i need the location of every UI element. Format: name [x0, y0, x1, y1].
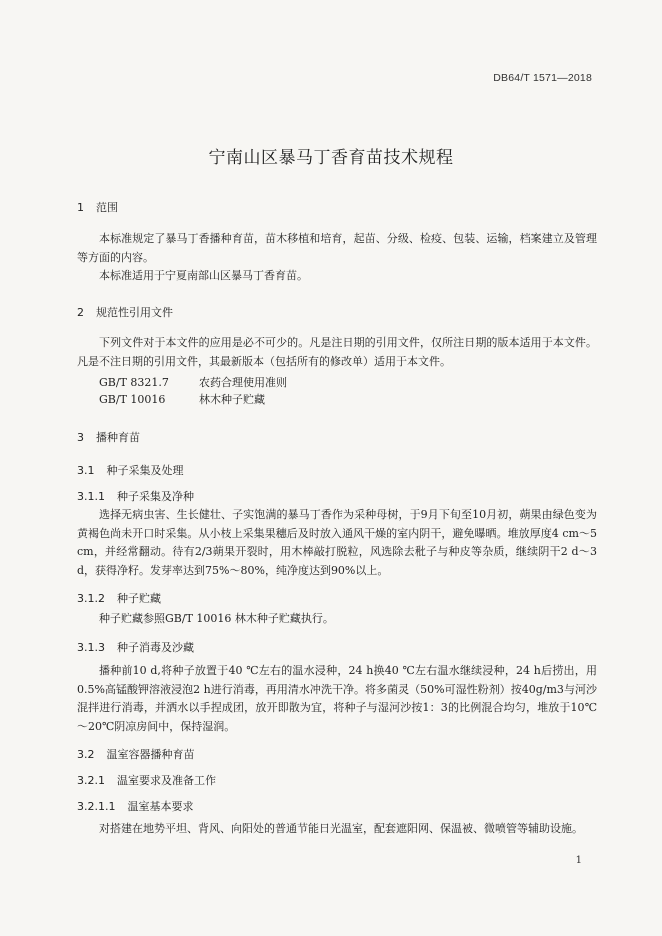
greenhouse-requirements-paragraph: 对搭建在地势平坦、背风、向阳处的普通节能日光温室，配套遮阳网、保温被、微喷管等辅助设施。 [99, 822, 583, 835]
section-heading-3-2-1-1 [77, 798, 193, 814]
seed-disinfection-paragraph: 播种前10 d,将种子放置于40 ℃左右的温水浸种，24 h换40 ℃左右温水继续浸种，24 h后捞出，用0.5%高锰酸钾溶液浸泡2 h进行消毒，再用清水冲洗干净。将多菌灵（50%可湿性粉剂）按40g/m3与河沙混拌进行消毒，并洒水以手捏成团，放开即散为宜，将种子与湿河沙按1：3的比例混合均匀，堆放于10℃～20℃阴凉房间中，保持湿润。 [77, 664, 597, 733]
scope-paragraph-1: 本标准规定了暴马丁香播种育苗，苗木移植和培育，起苗、分级、检疫、包装、运输，档案建立及管理等方面的内容。 [77, 232, 597, 264]
section-title: 温室基本要求 [127, 800, 194, 813]
section-heading-3-1 [77, 462, 184, 478]
scope-paragraph-2: 本标准适用于宁夏南部山区暴马丁香育苗。 [99, 269, 308, 282]
reference-item [99, 374, 287, 390]
section-number: 1 [77, 201, 84, 214]
standard-code: DB64/T 1571—2018 [493, 72, 592, 84]
reference-code: GB/T 10016 [99, 393, 166, 406]
section-title: 种子贮藏 [117, 592, 161, 605]
section-heading-3-2-1 [77, 772, 216, 788]
section-number: 3.1.2 [77, 592, 105, 605]
seed-collection-paragraph: 选择无病虫害、生长健壮、子实饱满的暴马丁香作为采种母树，于9月下旬至10月初，蒴果由绿色变为黄褐色尚未开口时采集。从小枝上采集果穗后及时放入通风干燥的室内阴干，避免曝晒。堆放厚度4 cm～5 cm，并经常翻动。待有2/3蒴果开裂时，用木棒敲打脱粒，风选除去秕子与种皮等杂质，继续阴干2 d～3 d，获得净籽。发芽率达到75%～80%，纯净度达到90%以上。 [77, 508, 597, 577]
reference-item [99, 391, 265, 407]
seed-storage-paragraph: 种子贮藏参照GB/T 10016 林木种子贮藏执行。 [99, 612, 334, 625]
section-heading-3-1-3 [77, 639, 194, 655]
section-heading-3-2 [77, 746, 195, 762]
section-title: 种子采集及处理 [106, 464, 184, 477]
page-number: 1 [575, 855, 582, 866]
section-heading-3 [77, 429, 140, 445]
section-title: 温室要求及准备工作 [117, 774, 216, 787]
section-title: 范围 [96, 201, 118, 214]
section-title: 规范性引用文件 [96, 306, 173, 319]
section-number: 2 [77, 306, 84, 319]
section-heading-3-1-2 [77, 590, 161, 606]
document-title: 宁南山区暴马丁香育苗技术规程 [208, 148, 454, 168]
section-title: 种子采集及净种 [117, 490, 194, 503]
section-title: 播种育苗 [96, 431, 140, 444]
section-heading-3-1-1 [77, 488, 194, 504]
section-number: 3.1 [77, 464, 95, 477]
section-number: 3.2.1 [77, 774, 105, 787]
reference-name: 林木种子贮藏 [199, 393, 265, 406]
reference-code: GB/T 8321.7 [99, 376, 169, 389]
section-number: 3 [77, 431, 84, 444]
section-heading-2 [77, 304, 173, 320]
section-number: 3.2.1.1 [77, 800, 116, 813]
section-number: 3.1.3 [77, 641, 105, 654]
section-heading-1 [77, 199, 118, 215]
references-paragraph: 下列文件对于本文件的应用是必不可少的。凡是注日期的引用文件，仅所注日期的版本适用于本文件。凡是不注日期的引用文件，其最新版本（包括所有的修改单）适用于本文件。 [77, 336, 597, 368]
reference-name: 农药合理使用准则 [199, 376, 287, 389]
section-number: 3.1.1 [77, 490, 105, 503]
section-number: 3.2 [77, 748, 95, 761]
section-title: 种子消毒及沙藏 [117, 641, 194, 654]
section-title: 温室容器播种育苗 [106, 748, 195, 761]
